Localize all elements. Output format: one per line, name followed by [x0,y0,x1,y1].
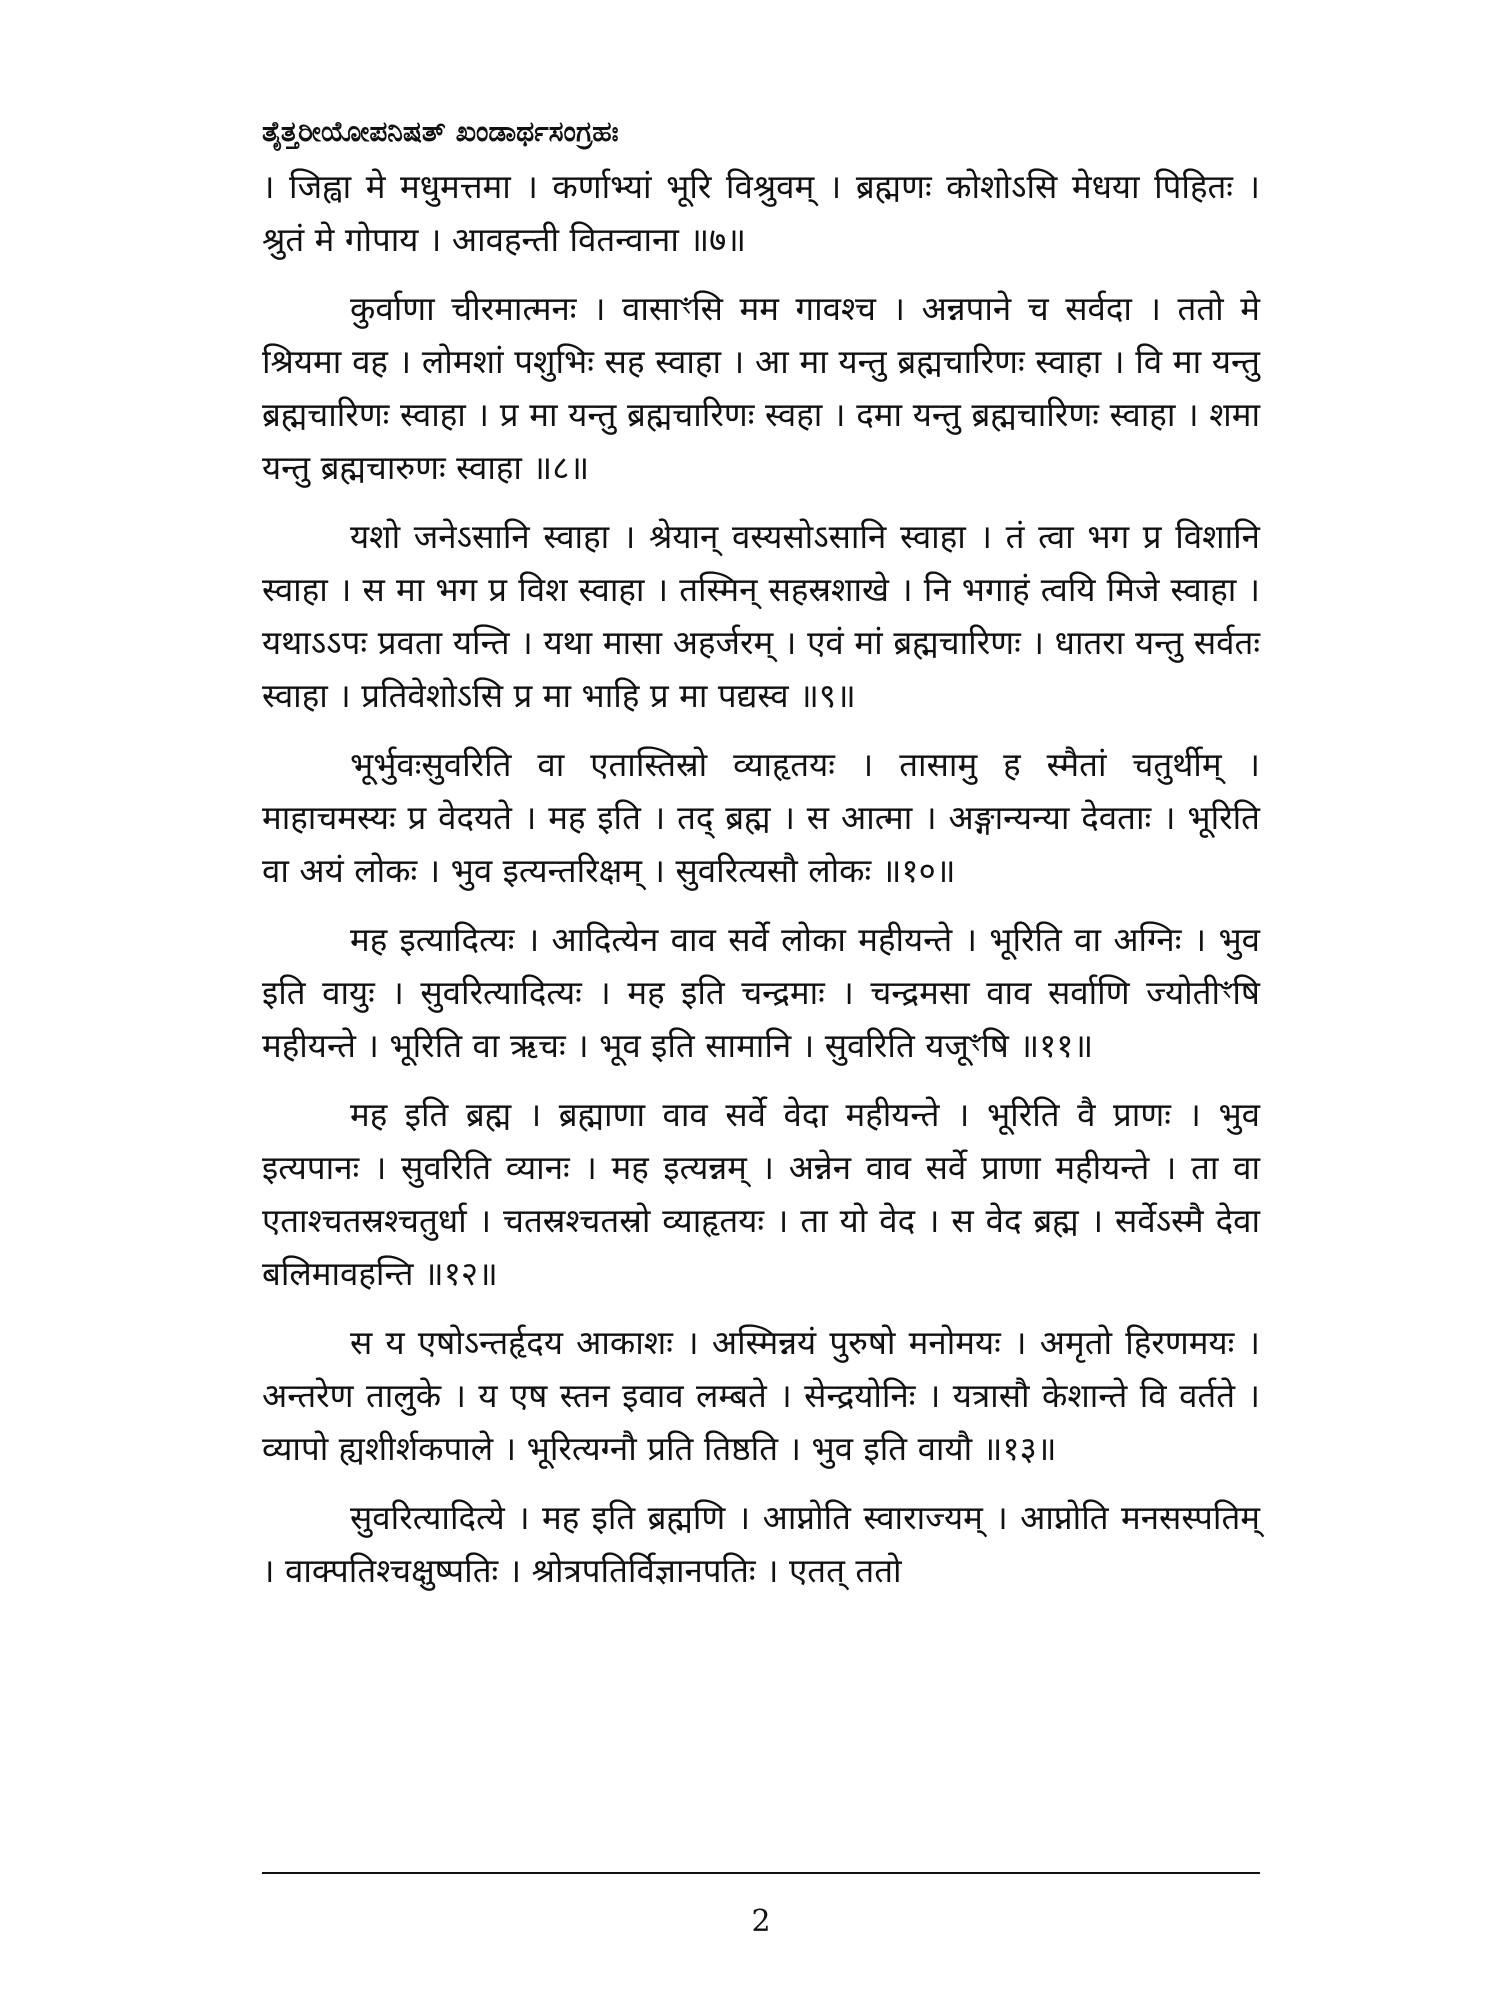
verse-14-partial: सुवरित्यादित्ये । मह इति ब्रह्मणि । आप्नोति स्वाराज्यम् । आप्नोति मनसस्पतिम् । वाक्पतिश्चक्षुष्पतिः । श्रोत्रपतिर्विज्ञानपतिः । एतत् ततो [262,1498,1260,1590]
verse-9: यशो जनेऽसानि स्वाहा । श्रेयान् वस्यसोऽसानि स्वाहा । तं त्वा भग प्र विशानि स्वाहा । स मा भग प्र विश स्वाहा । तस्मिन् सहस्रशाखे । नि भगाहं त्वयि मिजे स्वाहा । यथाऽऽपः प्रवता यन्ति । यथा मासा अहर्जरम् । एवं मां ब्रह्मचारिणः । धातरा यन्तु सर्वतः स्वाहा । प्रतिवेशोऽसि प्र मा भाहि प्र मा पद्यस्व ॥९॥ [262,517,1260,715]
verse-7: । जिह्वा मे मधुमत्तमा । कर्णाभ्यां भूरि विश्रुवम् । ब्रह्मणः कोशोऽसि मेधया पिहितः । श्रुतं मे गोपाय । आवहन्ती वितन्वाना ॥७॥ [262,167,1260,259]
document-page [262,112,1260,1962]
verse-11: मह इत्यादित्यः । आदित्येन वाव सर्वे लोका महीयन्ते । भूरिति वा अग्निः । भुव इति वायुः । सुवरित्यादित्यः । मह इति चन्द्रमाः । चन्द्रमसा वाव सर्वाणि ज्योतीꣳषि महीयन्ते । भूरिति वा ऋचः । भूव इति सामानि । सुवरिति यजूꣳषि ॥११॥ [262,920,1260,1065]
verse-10: भूर्भुवःसुवरिति वा एतास्तिस्रो व्याहृतयः । तासामु ह स्मैतां चतुर्थीम् । माहाचमस्यः प्र वेदयते । मह इति । तद् ब्रह्म । स आत्मा । अङ्गान्यन्या देवताः । भूरिति वा अयं लोकः । भुव इत्यन्तरिक्षम् । सुवरित्यसौ लोकः ॥१०॥ [262,745,1260,890]
running-header: ತೈತ್ತರೀಯೋಪನಿಷತ್ ಖಂಡಾರ್ಥಸಂಗ್ರಹಃ [262,115,619,148]
verse-8: कुर्वाणा चीरमात्मनः । वासाꣳसि मम गावश्च । अन्नपाने च सर्वदा । ततो मे श्रियमा वह । लोमशां पशुभिः सह स्वाहा । आ मा यन्तु ब्रह्मचारिणः स्वाहा । वि मा यन्तु ब्रह्मचारिणः स्वाहा । प्र मा यन्तु ब्रह्मचारिणः स्वहा । दमा यन्तु ब्रह्मचारिणः स्वाहा । शमा यन्तु ब्रह्मचारुणः स्वाहा ॥८॥ [262,289,1260,487]
verse-13: स य एषोऽन्तर्हृदय आकाशः । अस्मिन्नयं पुरुषो मनोमयः । अमृतो हिरणमयः । अन्तरेण तालुके । य एष स्तन इवाव लम्बते । सेन्द्रयोनिः । यत्रासौ केशान्ते वि वर्तते । व्यापो ह्यशीर्शकपाले । भूरित्यग्नौ प्रति तिष्ठति । भुव इति वायौ ॥१३॥ [262,1323,1260,1468]
page-number: 2 [751,1904,771,1939]
verse-12: मह इति ब्रह्म । ब्रह्माणा वाव सर्वे वेदा महीयन्ते । भूरिति वै प्राणः । भुव इत्यपानः । सुवरिति व्यानः । मह इत्यन्नम् । अन्नेन वाव सर्वे प्राणा महीयन्ते । ता वा एताश्चतस्रश्चतुर्धा । चतस्रश्चतस्रो व्याहृतयः । ता यो वेद । स वेद ब्रह्म । सर्वेऽस्मै देवा बलिमावहन्ति ॥१२॥ [262,1095,1260,1293]
footer-rule [262,1872,1260,1874]
